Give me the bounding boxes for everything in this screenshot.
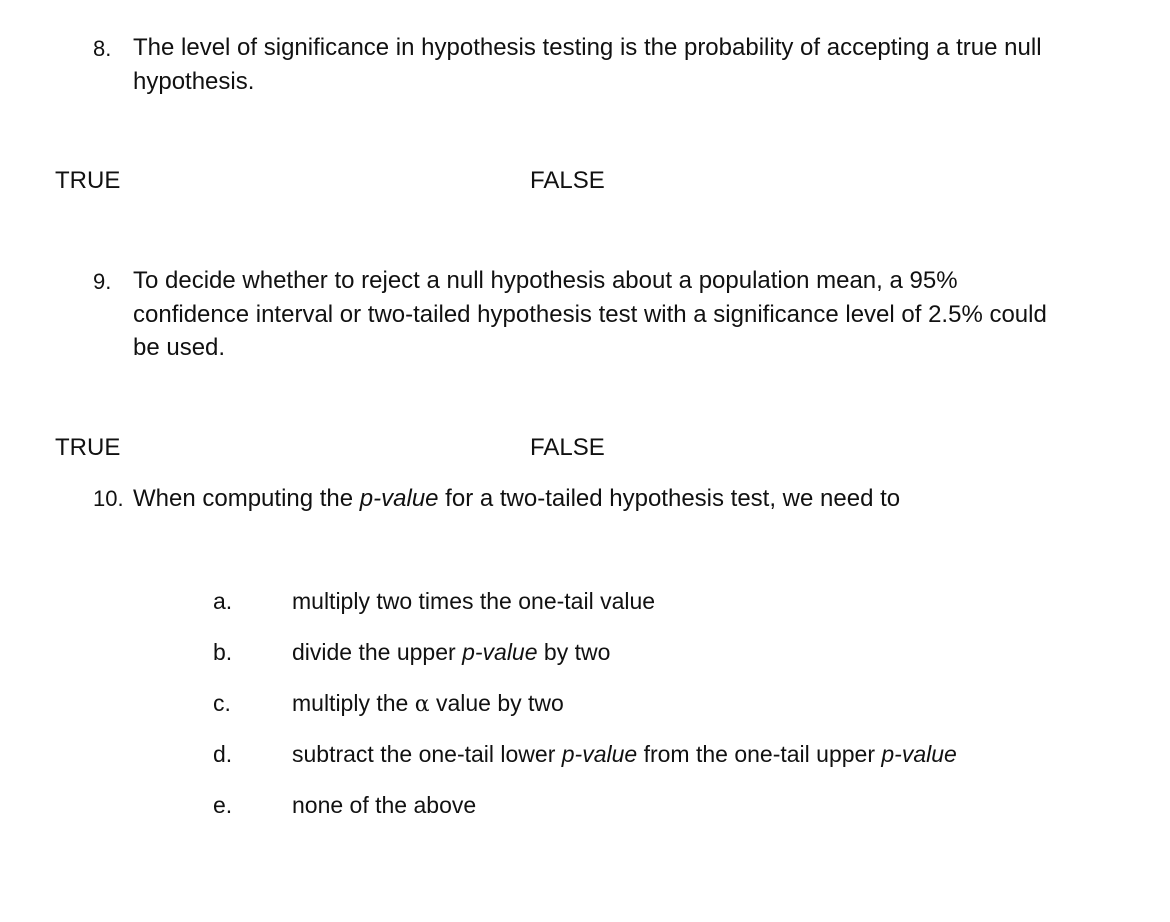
choice-b-part-0: divide the upper	[292, 639, 463, 665]
question-8-option-true[interactable]: TRUE	[55, 167, 121, 194]
choice-a-part-0: multiply two times the one-tail value	[292, 588, 656, 614]
choice-a-letter[interactable]: a.	[213, 588, 233, 614]
choice-c-part-1: α	[414, 692, 430, 717]
question-9-option-false[interactable]: FALSE	[530, 434, 605, 461]
choice-c-part-0: multiply the	[292, 690, 415, 716]
question-10-number: 10.	[93, 486, 124, 511]
choice-b-text[interactable]	[292, 637, 610, 667]
choice-b-part-1: p-value	[462, 639, 538, 665]
question-8-option-false[interactable]: FALSE	[530, 167, 605, 194]
choice-d-text[interactable]	[292, 739, 957, 769]
choice-b-part-2: by two	[537, 639, 611, 665]
choice-e-part-0: none of the above	[292, 792, 477, 818]
choice-d-part-2: from the one-tail upper	[637, 741, 882, 767]
choice-e-text[interactable]	[292, 790, 476, 820]
question-10-text-before: When computing the	[133, 485, 360, 512]
question-8-number: 8.	[93, 36, 112, 61]
question-9-number: 9.	[93, 269, 112, 294]
question-8-text: The level of significance in hypothesis testing is the probability of accepting a true null hypothesis.	[133, 34, 1042, 95]
choice-d-part-3: p-value	[881, 741, 957, 767]
choice-b-letter[interactable]: b.	[213, 639, 233, 665]
choice-c-text[interactable]	[292, 688, 564, 720]
question-9-option-true[interactable]: TRUE	[55, 434, 121, 461]
question-10-text-italic: p-value	[359, 485, 439, 512]
question-9-text: To decide whether to reject a null hypothesis about a population mean, a 95% confidence interval or two-tailed hypothesis test with a significance level of 2.5% could be used.	[133, 267, 1047, 361]
choice-d-part-0: subtract the one-tail lower	[292, 741, 562, 767]
choice-d-letter[interactable]: d.	[213, 741, 233, 767]
choice-a-text[interactable]	[292, 586, 655, 616]
choice-d-part-1: p-value	[561, 741, 638, 767]
choice-c-part-2: value by two	[429, 690, 564, 716]
question-10-text	[133, 482, 1093, 516]
question-10-text-after: for a two-tailed hypothesis test, we need to	[438, 485, 901, 512]
choice-e-letter[interactable]: e.	[213, 792, 233, 818]
choice-c-letter[interactable]: c.	[213, 690, 231, 716]
